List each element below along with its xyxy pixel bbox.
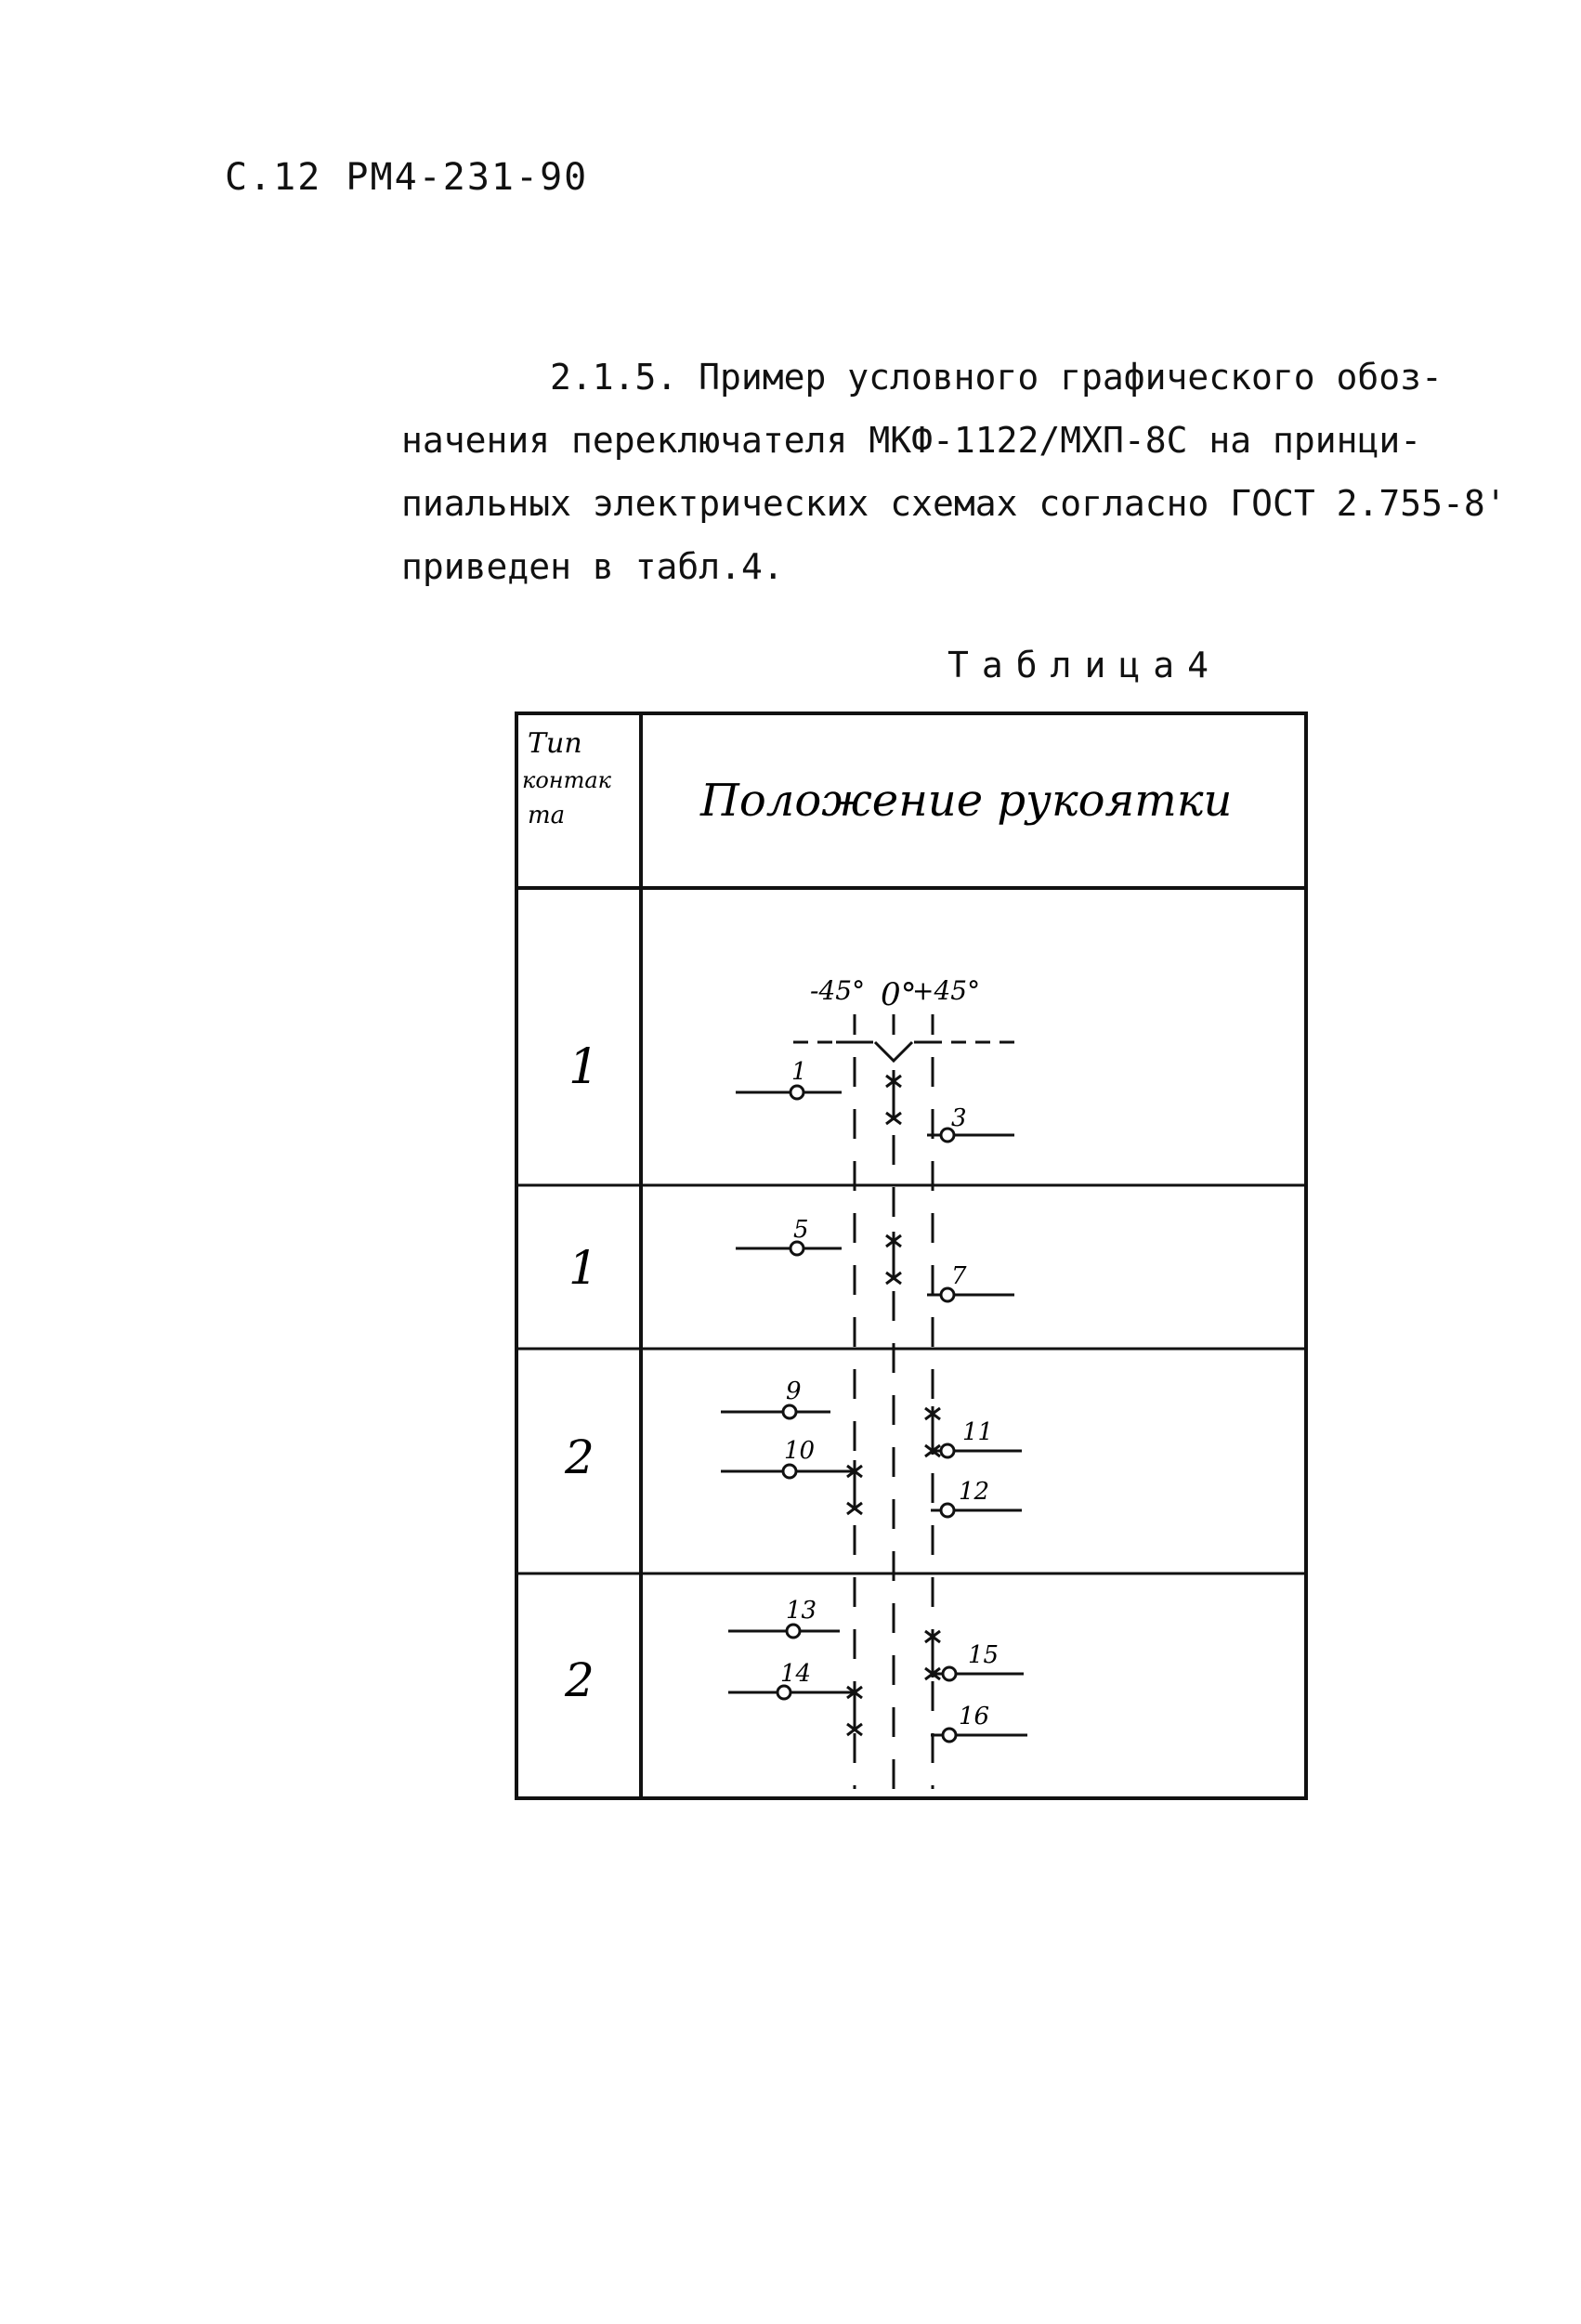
angle-label-zero: 0° bbox=[881, 976, 917, 1013]
contact-11-label: 11 bbox=[962, 1418, 994, 1446]
row-4-type: 2 bbox=[565, 1653, 595, 1707]
table-caption: Таблица4 bbox=[947, 645, 1222, 685]
contact-12-label: 12 bbox=[959, 1478, 990, 1506]
position-header: Положение рукоятки bbox=[700, 775, 1233, 827]
row-1-type: 1 bbox=[568, 1039, 600, 1095]
row-3-type: 2 bbox=[565, 1430, 595, 1484]
contact-7-label: 7 bbox=[951, 1262, 967, 1290]
contact-3-label: 3 bbox=[951, 1104, 967, 1132]
paragraph-line-1: 2.1.5. Пример условного графического обоз- bbox=[550, 357, 1443, 398]
paragraph-line-3: пиальных электрических схемах согласно ГОСТ 2.755-8' bbox=[401, 483, 1507, 524]
row-2-type: 1 bbox=[568, 1241, 598, 1295]
switch-table-drawing bbox=[515, 712, 1310, 1802]
contact-5-label: 5 bbox=[793, 1216, 809, 1244]
type-header-line-1: Тип bbox=[528, 727, 582, 760]
paragraph-line-4: приведен в табл.4. bbox=[401, 546, 784, 587]
contact-9-label: 9 bbox=[786, 1377, 802, 1405]
contact-10-label: 10 bbox=[784, 1437, 816, 1465]
page-header: С.12 РМ4-231-90 bbox=[225, 156, 589, 199]
contact-15-label: 15 bbox=[968, 1641, 1000, 1669]
contact-13-label: 13 bbox=[786, 1597, 817, 1625]
contact-16-label: 16 bbox=[959, 1703, 990, 1730]
angle-label-minus45: -45° bbox=[810, 975, 866, 1006]
angle-label-plus45: +45° bbox=[912, 975, 981, 1006]
body-paragraph bbox=[401, 346, 1507, 598]
table-frame bbox=[516, 713, 1306, 1798]
type-header-line-2: контак bbox=[522, 767, 611, 793]
contact-14-label: 14 bbox=[780, 1660, 812, 1688]
contact-1-label: 1 bbox=[791, 1058, 807, 1086]
type-header-line-3: та bbox=[528, 802, 566, 829]
switch-table bbox=[515, 712, 1310, 1802]
paragraph-line-2: начения переключателя МКФ-1122/МХП-8С на принци- bbox=[401, 420, 1422, 461]
